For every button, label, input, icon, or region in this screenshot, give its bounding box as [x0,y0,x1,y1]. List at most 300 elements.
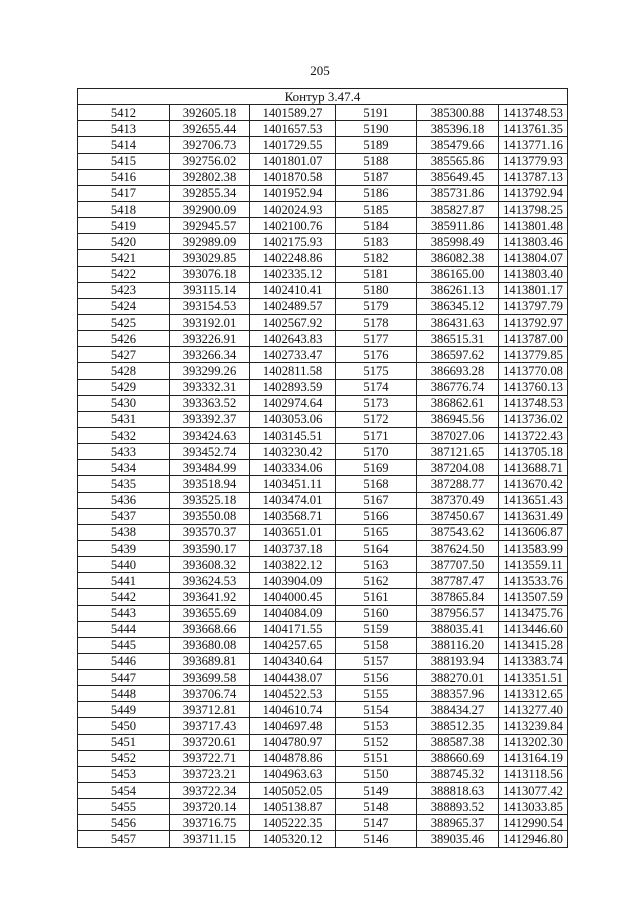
x-coordinate-left: 393608.32 [170,557,250,573]
y-coordinate-left: 1402811.58 [250,363,336,379]
x-coordinate-right: 385479.66 [417,137,499,153]
point-number-left: 5436 [78,492,170,508]
x-coordinate-right: 385649.45 [417,169,499,185]
x-coordinate-right: 388745.32 [417,766,499,782]
point-number-right: 5187 [336,169,417,185]
point-number-left: 5442 [78,589,170,605]
y-coordinate-left: 1401952.94 [250,185,336,201]
x-coordinate-right: 386261.13 [417,282,499,298]
y-coordinate-right: 1413033.85 [499,799,568,815]
x-coordinate-left: 393699.58 [170,670,250,686]
point-number-left: 5417 [78,185,170,201]
y-coordinate-right: 1413748.53 [499,105,568,121]
y-coordinate-left: 1403230.42 [250,444,336,460]
x-coordinate-left: 393226.91 [170,331,250,347]
y-coordinate-left: 1402248.86 [250,250,336,266]
table-row [78,831,568,847]
x-coordinate-left: 393029.85 [170,250,250,266]
point-number-right: 5164 [336,540,417,556]
point-number-left: 5448 [78,686,170,702]
y-coordinate-left: 1402974.64 [250,395,336,411]
y-coordinate-left: 1403474.01 [250,492,336,508]
table-row [78,363,568,379]
y-coordinate-left: 1404340.64 [250,653,336,669]
y-coordinate-left: 1402567.92 [250,314,336,330]
y-coordinate-right: 1413736.02 [499,411,568,427]
x-coordinate-right: 388660.69 [417,750,499,766]
y-coordinate-right: 1413798.25 [499,201,568,217]
y-coordinate-right: 1413705.18 [499,444,568,460]
y-coordinate-right: 1413761.35 [499,121,568,137]
x-coordinate-left: 392855.34 [170,185,250,201]
table-row [78,250,568,266]
point-number-right: 5177 [336,331,417,347]
y-coordinate-right: 1413748.53 [499,395,568,411]
x-coordinate-right: 388357.96 [417,686,499,702]
x-coordinate-left: 392655.44 [170,121,250,137]
y-coordinate-right: 1413787.00 [499,331,568,347]
x-coordinate-left: 392605.18 [170,105,250,121]
x-coordinate-left: 393722.71 [170,750,250,766]
y-coordinate-right: 1413475.76 [499,605,568,621]
point-number-right: 5170 [336,444,417,460]
y-coordinate-right: 1413202.30 [499,734,568,750]
y-coordinate-left: 1402733.47 [250,347,336,363]
table-row [78,524,568,540]
table-row [78,201,568,217]
point-number-right: 5178 [336,314,417,330]
x-coordinate-right: 387204.08 [417,460,499,476]
y-coordinate-right: 1413559.11 [499,557,568,573]
y-coordinate-right: 1413583.99 [499,540,568,556]
x-coordinate-right: 387027.06 [417,427,499,443]
point-number-left: 5412 [78,105,170,121]
point-number-right: 5174 [336,379,417,395]
x-coordinate-right: 387707.50 [417,557,499,573]
x-coordinate-right: 386776.74 [417,379,499,395]
x-coordinate-right: 385300.88 [417,105,499,121]
point-number-right: 5160 [336,605,417,621]
y-coordinate-right: 1413351.51 [499,670,568,686]
point-number-left: 5443 [78,605,170,621]
y-coordinate-left: 1404610.74 [250,702,336,718]
point-number-right: 5171 [336,427,417,443]
y-coordinate-left: 1401870.58 [250,169,336,185]
y-coordinate-left: 1404438.07 [250,670,336,686]
y-coordinate-left: 1403053.06 [250,411,336,427]
point-number-right: 5165 [336,524,417,540]
point-number-right: 5186 [336,185,417,201]
contour-title-row [78,89,568,105]
point-number-right: 5172 [336,411,417,427]
x-coordinate-left: 393363.52 [170,395,250,411]
table-row [78,766,568,782]
point-number-right: 5190 [336,121,417,137]
x-coordinate-right: 385565.86 [417,153,499,169]
y-coordinate-left: 1402335.12 [250,266,336,282]
x-coordinate-right: 387370.49 [417,492,499,508]
table-row [78,314,568,330]
y-coordinate-left: 1402024.93 [250,201,336,217]
point-number-left: 5413 [78,121,170,137]
x-coordinate-right: 387288.77 [417,476,499,492]
table-row [78,282,568,298]
y-coordinate-right: 1413801.48 [499,218,568,234]
x-coordinate-right: 388893.52 [417,799,499,815]
x-coordinate-left: 393154.53 [170,298,250,314]
x-coordinate-left: 393192.01 [170,314,250,330]
table-row [78,573,568,589]
table-row [78,379,568,395]
table-row [78,411,568,427]
point-number-left: 5421 [78,250,170,266]
point-number-right: 5184 [336,218,417,234]
point-number-right: 5151 [336,750,417,766]
point-number-left: 5440 [78,557,170,573]
x-coordinate-left: 393484.99 [170,460,250,476]
point-number-left: 5414 [78,137,170,153]
point-number-right: 5155 [336,686,417,702]
y-coordinate-left: 1404084.09 [250,605,336,621]
y-coordinate-right: 1413779.85 [499,347,568,363]
point-number-left: 5432 [78,427,170,443]
page-number: 205 [310,63,330,78]
table-row [78,266,568,282]
point-number-right: 5191 [336,105,417,121]
x-coordinate-left: 393689.81 [170,653,250,669]
point-number-right: 5154 [336,702,417,718]
y-coordinate-right: 1413631.49 [499,508,568,524]
y-coordinate-left: 1402410.41 [250,282,336,298]
table-row [78,508,568,524]
x-coordinate-left: 393720.61 [170,734,250,750]
point-number-right: 5158 [336,637,417,653]
point-number-right: 5176 [336,347,417,363]
y-coordinate-left: 1401589.27 [250,105,336,121]
table-row [78,702,568,718]
point-number-left: 5426 [78,331,170,347]
point-number-right: 5157 [336,653,417,669]
y-coordinate-left: 1404171.55 [250,621,336,637]
y-coordinate-left: 1402489.57 [250,298,336,314]
point-number-right: 5189 [336,137,417,153]
y-coordinate-left: 1403451.11 [250,476,336,492]
table-row [78,121,568,137]
x-coordinate-left: 393641.92 [170,589,250,605]
table-row [78,750,568,766]
y-coordinate-right: 1413670.42 [499,476,568,492]
x-coordinate-right: 386597.62 [417,347,499,363]
x-coordinate-left: 393452.74 [170,444,250,460]
table-row [78,686,568,702]
y-coordinate-right: 1413164.19 [499,750,568,766]
y-coordinate-left: 1403904.09 [250,573,336,589]
x-coordinate-right: 387956.57 [417,605,499,621]
point-number-right: 5161 [336,589,417,605]
x-coordinate-left: 393076.18 [170,266,250,282]
point-number-left: 5430 [78,395,170,411]
x-coordinate-left: 393550.08 [170,508,250,524]
x-coordinate-left: 393332.31 [170,379,250,395]
table-row [78,105,568,121]
point-number-left: 5423 [78,282,170,298]
x-coordinate-right: 388434.27 [417,702,499,718]
x-coordinate-right: 386515.31 [417,331,499,347]
y-coordinate-right: 1413797.79 [499,298,568,314]
table-row [78,799,568,815]
x-coordinate-left: 393706.74 [170,686,250,702]
x-coordinate-right: 386345.12 [417,298,499,314]
table-row [78,734,568,750]
x-coordinate-right: 388512.35 [417,718,499,734]
x-coordinate-right: 388193.94 [417,653,499,669]
x-coordinate-right: 388965.37 [417,815,499,831]
x-coordinate-left: 393723.21 [170,766,250,782]
table-row [78,331,568,347]
y-coordinate-left: 1402893.59 [250,379,336,395]
x-coordinate-left: 393717.43 [170,718,250,734]
x-coordinate-right: 385998.49 [417,234,499,250]
x-coordinate-left: 393668.66 [170,621,250,637]
x-coordinate-left: 392900.09 [170,201,250,217]
y-coordinate-right: 1413803.40 [499,266,568,282]
x-coordinate-right: 387543.62 [417,524,499,540]
table-row [78,218,568,234]
y-coordinate-right: 1413446.60 [499,621,568,637]
y-coordinate-right: 1413787.13 [499,169,568,185]
point-number-left: 5438 [78,524,170,540]
point-number-left: 5433 [78,444,170,460]
x-coordinate-left: 392706.73 [170,137,250,153]
table-row [78,621,568,637]
x-coordinate-right: 387787.47 [417,573,499,589]
y-coordinate-left: 1404257.65 [250,637,336,653]
y-coordinate-right: 1413801.17 [499,282,568,298]
y-coordinate-right: 1413651.43 [499,492,568,508]
coordinates-table [77,88,568,848]
x-coordinate-right: 387865.84 [417,589,499,605]
x-coordinate-left: 392989.09 [170,234,250,250]
x-coordinate-right: 387450.67 [417,508,499,524]
coordinates-table-body [78,89,568,848]
point-number-left: 5455 [78,799,170,815]
x-coordinate-left: 393570.37 [170,524,250,540]
x-coordinate-right: 386165.00 [417,266,499,282]
y-coordinate-left: 1405052.05 [250,783,336,799]
x-coordinate-left: 393720.14 [170,799,250,815]
point-number-left: 5434 [78,460,170,476]
table-row [78,653,568,669]
point-number-right: 5180 [336,282,417,298]
point-number-left: 5456 [78,815,170,831]
table-row [78,815,568,831]
x-coordinate-left: 392756.02 [170,153,250,169]
point-number-right: 5149 [336,783,417,799]
point-number-left: 5424 [78,298,170,314]
x-coordinate-left: 393518.94 [170,476,250,492]
point-number-left: 5418 [78,201,170,217]
x-coordinate-left: 393299.26 [170,363,250,379]
point-number-right: 5156 [336,670,417,686]
y-coordinate-left: 1405138.87 [250,799,336,815]
x-coordinate-right: 388587.38 [417,734,499,750]
y-coordinate-right: 1413606.87 [499,524,568,540]
x-coordinate-right: 385911.86 [417,218,499,234]
point-number-left: 5429 [78,379,170,395]
y-coordinate-right: 1413415.28 [499,637,568,653]
table-row [78,137,568,153]
point-number-left: 5454 [78,783,170,799]
point-number-left: 5449 [78,702,170,718]
x-coordinate-right: 388116.20 [417,637,499,653]
point-number-right: 5185 [336,201,417,217]
table-row [78,347,568,363]
table-row [78,460,568,476]
y-coordinate-left: 1403145.51 [250,427,336,443]
x-coordinate-left: 393115.14 [170,282,250,298]
x-coordinate-left: 393722.34 [170,783,250,799]
y-coordinate-right: 1413803.46 [499,234,568,250]
y-coordinate-right: 1413688.71 [499,460,568,476]
point-number-left: 5419 [78,218,170,234]
point-number-left: 5444 [78,621,170,637]
x-coordinate-right: 386862.61 [417,395,499,411]
x-coordinate-right: 385396.18 [417,121,499,137]
point-number-right: 5147 [336,815,417,831]
point-number-right: 5182 [336,250,417,266]
point-number-left: 5425 [78,314,170,330]
x-coordinate-left: 392802.38 [170,169,250,185]
y-coordinate-left: 1403737.18 [250,540,336,556]
point-number-right: 5167 [336,492,417,508]
y-coordinate-right: 1413312.65 [499,686,568,702]
x-coordinate-left: 392945.57 [170,218,250,234]
point-number-right: 5163 [336,557,417,573]
point-number-left: 5446 [78,653,170,669]
y-coordinate-right: 1413804.07 [499,250,568,266]
y-coordinate-left: 1403651.01 [250,524,336,540]
y-coordinate-left: 1404878.86 [250,750,336,766]
point-number-right: 5166 [336,508,417,524]
y-coordinate-right: 1413779.93 [499,153,568,169]
x-coordinate-left: 393716.75 [170,815,250,831]
point-number-right: 5162 [336,573,417,589]
y-coordinate-right: 1413792.94 [499,185,568,201]
table-row [78,670,568,686]
point-number-left: 5441 [78,573,170,589]
y-coordinate-right: 1413507.59 [499,589,568,605]
y-coordinate-left: 1403822.12 [250,557,336,573]
y-coordinate-left: 1401801.07 [250,153,336,169]
x-coordinate-right: 387624.50 [417,540,499,556]
y-coordinate-right: 1413760.13 [499,379,568,395]
point-number-left: 5416 [78,169,170,185]
point-number-left: 5428 [78,363,170,379]
x-coordinate-right: 386945.56 [417,411,499,427]
x-coordinate-right: 385731.86 [417,185,499,201]
table-row [78,185,568,201]
x-coordinate-right: 385827.87 [417,201,499,217]
y-coordinate-left: 1404780.97 [250,734,336,750]
y-coordinate-left: 1401729.55 [250,137,336,153]
point-number-left: 5435 [78,476,170,492]
x-coordinate-left: 393590.17 [170,540,250,556]
point-number-right: 5188 [336,153,417,169]
x-coordinate-left: 393680.08 [170,637,250,653]
y-coordinate-right: 1413239.84 [499,718,568,734]
point-number-left: 5420 [78,234,170,250]
point-number-right: 5148 [336,799,417,815]
point-number-left: 5445 [78,637,170,653]
point-number-left: 5431 [78,411,170,427]
point-number-left: 5427 [78,347,170,363]
y-coordinate-left: 1402100.76 [250,218,336,234]
point-number-right: 5175 [336,363,417,379]
table-row [78,444,568,460]
table-row [78,540,568,556]
point-number-left: 5422 [78,266,170,282]
contour-title: Контур 3.47.4 [78,89,568,105]
y-coordinate-right: 1413277.40 [499,702,568,718]
y-coordinate-left: 1403334.06 [250,460,336,476]
point-number-right: 5169 [336,460,417,476]
point-number-right: 5181 [336,266,417,282]
x-coordinate-right: 388270.01 [417,670,499,686]
x-coordinate-right: 389035.46 [417,831,499,847]
table-row [78,169,568,185]
table-row [78,234,568,250]
point-number-left: 5450 [78,718,170,734]
x-coordinate-left: 393392.37 [170,411,250,427]
point-number-left: 5453 [78,766,170,782]
x-coordinate-right: 387121.65 [417,444,499,460]
table-row [78,427,568,443]
point-number-right: 5146 [336,831,417,847]
table-row [78,637,568,653]
x-coordinate-left: 393711.15 [170,831,250,847]
table-row [78,589,568,605]
y-coordinate-right: 1413077.42 [499,783,568,799]
point-number-right: 5152 [336,734,417,750]
y-coordinate-right: 1413383.74 [499,653,568,669]
table-row [78,783,568,799]
y-coordinate-left: 1405222.35 [250,815,336,831]
y-coordinate-right: 1412990.54 [499,815,568,831]
y-coordinate-right: 1413533.76 [499,573,568,589]
table-row [78,153,568,169]
y-coordinate-left: 1401657.53 [250,121,336,137]
point-number-left: 5457 [78,831,170,847]
x-coordinate-left: 393266.34 [170,347,250,363]
point-number-left: 5451 [78,734,170,750]
table-row [78,476,568,492]
table-row [78,557,568,573]
table-row [78,492,568,508]
y-coordinate-right: 1412946.80 [499,831,568,847]
x-coordinate-left: 393525.18 [170,492,250,508]
y-coordinate-left: 1404963.63 [250,766,336,782]
x-coordinate-right: 386431.63 [417,314,499,330]
y-coordinate-left: 1404000.45 [250,589,336,605]
x-coordinate-right: 388035.41 [417,621,499,637]
y-coordinate-right: 1413722.43 [499,427,568,443]
point-number-right: 5150 [336,766,417,782]
y-coordinate-right: 1413771.16 [499,137,568,153]
point-number-right: 5168 [336,476,417,492]
y-coordinate-right: 1413770.08 [499,363,568,379]
point-number-left: 5437 [78,508,170,524]
y-coordinate-left: 1403568.71 [250,508,336,524]
